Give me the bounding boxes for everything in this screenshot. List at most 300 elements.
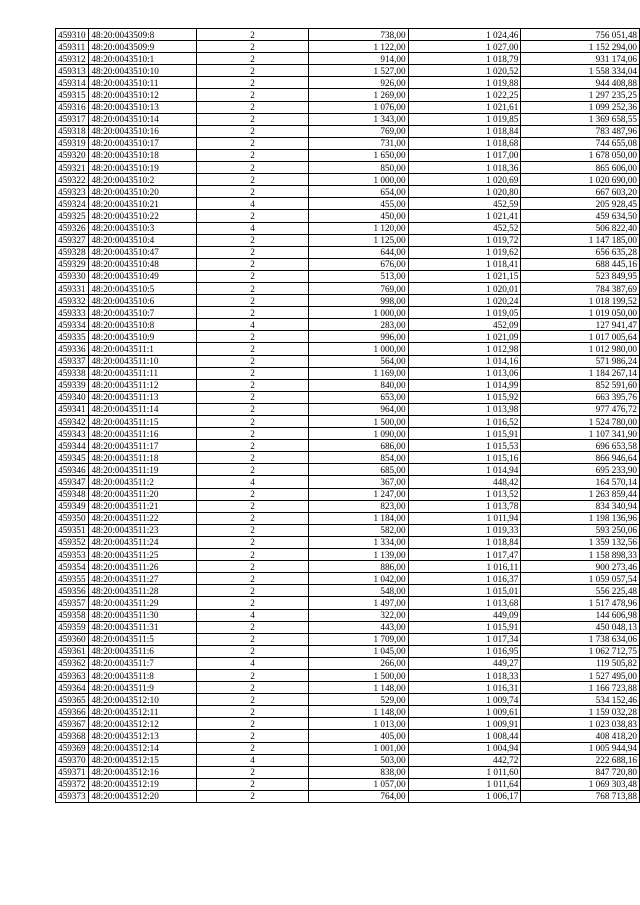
area-cell: 1 527,00 <box>309 65 408 77</box>
cadastral-value-cell: 866 946,64 <box>521 452 640 464</box>
cadastral-number-cell: 48:20:0043510:10 <box>89 65 196 77</box>
row-number-cell: 459322 <box>56 174 89 186</box>
row-number-cell: 459351 <box>56 524 89 536</box>
row-number-cell: 459325 <box>56 210 89 222</box>
cadastral-number-cell: 48:20:0043512:12 <box>89 718 196 730</box>
specific-value-cell: 1 008,44 <box>408 730 521 742</box>
area-cell: 1 139,00 <box>309 549 408 561</box>
area-cell: 1 057,00 <box>309 778 408 790</box>
cadastral-number-cell: 48:20:0043510:49 <box>89 270 196 282</box>
table-row <box>56 536 640 548</box>
specific-value-cell: 1 013,68 <box>408 597 521 609</box>
specific-value-cell: 1 018,41 <box>408 258 521 270</box>
cadastral-number-cell: 48:20:0043511:18 <box>89 452 196 464</box>
cadastral-value-cell: 1 020 690,00 <box>521 174 640 186</box>
cadastral-value-cell: 1 184 267,14 <box>521 367 640 379</box>
cadastral-value-cell: 205 928,45 <box>521 198 640 210</box>
row-number-cell: 459339 <box>56 379 89 391</box>
area-cell: 1 247,00 <box>309 488 408 500</box>
cadastral-number-cell: 48:20:0043511:10 <box>89 355 196 367</box>
row-number-cell: 459323 <box>56 186 89 198</box>
group-cell: 2 <box>196 500 309 512</box>
area-cell: 998,00 <box>309 295 408 307</box>
specific-value-cell: 1 014,94 <box>408 464 521 476</box>
cadastral-number-cell: 48:20:0043512:20 <box>89 790 196 802</box>
group-cell: 2 <box>196 307 309 319</box>
specific-value-cell: 1 014,16 <box>408 355 521 367</box>
cadastral-number-cell: 48:20:0043511:19 <box>89 464 196 476</box>
specific-value-cell: 1 015,53 <box>408 440 521 452</box>
group-cell: 2 <box>196 573 309 585</box>
table-row <box>56 766 640 778</box>
specific-value-cell: 1 021,09 <box>408 331 521 343</box>
group-cell: 2 <box>196 343 309 355</box>
specific-value-cell: 1 021,15 <box>408 270 521 282</box>
row-number-cell: 459364 <box>56 682 89 694</box>
cadastral-number-cell: 48:20:0043511:11 <box>89 367 196 379</box>
table-row <box>56 77 640 89</box>
group-cell: 2 <box>196 742 309 754</box>
area-cell: 1 120,00 <box>309 222 408 234</box>
group-cell: 2 <box>196 561 309 573</box>
specific-value-cell: 1 017,00 <box>408 149 521 161</box>
group-cell: 2 <box>196 682 309 694</box>
cadastral-value-cell: 977 476,72 <box>521 403 640 415</box>
table-row <box>56 331 640 343</box>
row-number-cell: 459319 <box>56 137 89 149</box>
table-row <box>56 89 640 101</box>
row-number-cell: 459324 <box>56 198 89 210</box>
table-row <box>56 597 640 609</box>
group-cell: 2 <box>196 464 309 476</box>
group-cell: 4 <box>196 222 309 234</box>
specific-value-cell: 1 020,01 <box>408 282 521 294</box>
table-row <box>56 694 640 706</box>
specific-value-cell: 1 013,52 <box>408 488 521 500</box>
cadastral-number-cell: 48:20:0043510:13 <box>89 101 196 113</box>
cadastral-number-cell: 48:20:0043511:21 <box>89 500 196 512</box>
cadastral-value-cell: 222 688,16 <box>521 754 640 766</box>
area-cell: 1 013,00 <box>309 718 408 730</box>
row-number-cell: 459359 <box>56 621 89 633</box>
row-number-cell: 459343 <box>56 428 89 440</box>
table-row <box>56 41 640 53</box>
row-number-cell: 459314 <box>56 77 89 89</box>
table-row <box>56 270 640 282</box>
table-row <box>56 186 640 198</box>
group-cell: 2 <box>196 270 309 282</box>
area-cell: 1 709,00 <box>309 633 408 645</box>
row-number-cell: 459341 <box>56 403 89 415</box>
row-number-cell: 459311 <box>56 41 89 53</box>
group-cell: 2 <box>196 597 309 609</box>
group-cell: 2 <box>196 77 309 89</box>
cadastral-value-cell: 1 524 780,00 <box>521 416 640 428</box>
table-row <box>56 669 640 681</box>
cadastral-value-cell: 931 174,06 <box>521 53 640 65</box>
cadastral-number-cell: 48:20:0043511:23 <box>89 524 196 536</box>
cadastral-value-cell: 1 018 199,52 <box>521 295 640 307</box>
table-row <box>56 53 640 65</box>
specific-value-cell: 1 027,00 <box>408 41 521 53</box>
cadastral-value-table <box>55 28 640 803</box>
area-cell: 840,00 <box>309 379 408 391</box>
row-number-cell: 459353 <box>56 549 89 561</box>
row-number-cell: 459345 <box>56 452 89 464</box>
cadastral-number-cell: 48:20:0043510:48 <box>89 258 196 270</box>
group-cell: 2 <box>196 186 309 198</box>
cadastral-value-cell: 127 941,47 <box>521 319 640 331</box>
area-cell: 926,00 <box>309 77 408 89</box>
group-cell: 2 <box>196 766 309 778</box>
group-cell: 2 <box>196 488 309 500</box>
specific-value-cell: 1 019,62 <box>408 246 521 258</box>
group-cell: 2 <box>196 258 309 270</box>
area-cell: 367,00 <box>309 476 408 488</box>
table-row <box>56 778 640 790</box>
cadastral-number-cell: 48:20:0043510:22 <box>89 210 196 222</box>
cadastral-number-cell: 48:20:0043511:31 <box>89 621 196 633</box>
area-cell: 1 000,00 <box>309 307 408 319</box>
group-cell: 2 <box>196 125 309 137</box>
table-row <box>56 452 640 464</box>
group-cell: 2 <box>196 621 309 633</box>
table-row <box>56 476 640 488</box>
cadastral-number-cell: 48:20:0043510:6 <box>89 295 196 307</box>
cadastral-value-cell: 506 822,40 <box>521 222 640 234</box>
row-number-cell: 459320 <box>56 149 89 161</box>
specific-value-cell: 448,42 <box>408 476 521 488</box>
row-number-cell: 459316 <box>56 101 89 113</box>
cadastral-number-cell: 48:20:0043511:16 <box>89 428 196 440</box>
row-number-cell: 459350 <box>56 512 89 524</box>
cadastral-number-cell: 48:20:0043511:27 <box>89 573 196 585</box>
cadastral-number-cell: 48:20:0043511:30 <box>89 609 196 621</box>
area-cell: 266,00 <box>309 657 408 669</box>
specific-value-cell: 452,09 <box>408 319 521 331</box>
row-number-cell: 459348 <box>56 488 89 500</box>
area-cell: 455,00 <box>309 198 408 210</box>
cadastral-number-cell: 48:20:0043510:17 <box>89 137 196 149</box>
cadastral-number-cell: 48:20:0043512:10 <box>89 694 196 706</box>
area-cell: 731,00 <box>309 137 408 149</box>
cadastral-value-cell: 1 107 341,90 <box>521 428 640 440</box>
area-cell: 1 500,00 <box>309 669 408 681</box>
specific-value-cell: 1 017,47 <box>408 549 521 561</box>
row-number-cell: 459328 <box>56 246 89 258</box>
group-cell: 2 <box>196 706 309 718</box>
area-cell: 769,00 <box>309 282 408 294</box>
table-row <box>56 403 640 415</box>
group-cell: 2 <box>196 174 309 186</box>
cadastral-value-cell: 834 340,94 <box>521 500 640 512</box>
row-number-cell: 459340 <box>56 391 89 403</box>
group-cell: 2 <box>196 694 309 706</box>
row-number-cell: 459368 <box>56 730 89 742</box>
area-cell: 850,00 <box>309 162 408 174</box>
group-cell: 4 <box>196 754 309 766</box>
cadastral-value-cell: 1 527 495,00 <box>521 669 640 681</box>
row-number-cell: 459336 <box>56 343 89 355</box>
table-row <box>56 500 640 512</box>
row-number-cell: 459367 <box>56 718 89 730</box>
area-cell: 529,00 <box>309 694 408 706</box>
cadastral-number-cell: 48:20:0043511:8 <box>89 669 196 681</box>
row-number-cell: 459310 <box>56 29 89 41</box>
area-cell: 1 001,00 <box>309 742 408 754</box>
row-number-cell: 459335 <box>56 331 89 343</box>
table-row <box>56 29 640 41</box>
cadastral-value-cell: 1 158 898,33 <box>521 549 640 561</box>
row-number-cell: 459313 <box>56 65 89 77</box>
table-row <box>56 65 640 77</box>
row-number-cell: 459360 <box>56 633 89 645</box>
table-row <box>56 307 640 319</box>
group-cell: 2 <box>196 210 309 222</box>
row-number-cell: 459365 <box>56 694 89 706</box>
cadastral-value-cell: 1 019 050,00 <box>521 307 640 319</box>
row-number-cell: 459371 <box>56 766 89 778</box>
area-cell: 1 343,00 <box>309 113 408 125</box>
cadastral-value-cell: 1 369 658,55 <box>521 113 640 125</box>
table-row <box>56 488 640 500</box>
cadastral-number-cell: 48:20:0043510:18 <box>89 149 196 161</box>
group-cell: 2 <box>196 29 309 41</box>
table-row <box>56 246 640 258</box>
area-cell: 405,00 <box>309 730 408 742</box>
specific-value-cell: 1 020,24 <box>408 295 521 307</box>
specific-value-cell: 1 021,41 <box>408 210 521 222</box>
cadastral-number-cell: 48:20:0043511:14 <box>89 403 196 415</box>
cadastral-value-cell: 1 012 980,00 <box>521 343 640 355</box>
table-row <box>56 609 640 621</box>
area-cell: 823,00 <box>309 500 408 512</box>
specific-value-cell: 1 018,33 <box>408 669 521 681</box>
group-cell: 2 <box>196 391 309 403</box>
area-cell: 1 090,00 <box>309 428 408 440</box>
area-cell: 1 122,00 <box>309 41 408 53</box>
cadastral-value-cell: 1 297 235,25 <box>521 89 640 101</box>
cadastral-value-cell: 119 505,82 <box>521 657 640 669</box>
table-row <box>56 621 640 633</box>
group-cell: 2 <box>196 246 309 258</box>
table-row <box>56 210 640 222</box>
cadastral-value-cell: 663 395,76 <box>521 391 640 403</box>
row-number-cell: 459362 <box>56 657 89 669</box>
specific-value-cell: 1 012,98 <box>408 343 521 355</box>
specific-value-cell: 1 013,98 <box>408 403 521 415</box>
table-row <box>56 162 640 174</box>
specific-value-cell: 1 015,91 <box>408 621 521 633</box>
cadastral-number-cell: 48:20:0043511:13 <box>89 391 196 403</box>
cadastral-value-cell: 1 198 136,96 <box>521 512 640 524</box>
specific-value-cell: 1 018,68 <box>408 137 521 149</box>
row-number-cell: 459363 <box>56 669 89 681</box>
specific-value-cell: 1 004,94 <box>408 742 521 754</box>
area-cell: 1 125,00 <box>309 234 408 246</box>
table-row <box>56 367 640 379</box>
table-row <box>56 319 640 331</box>
cadastral-number-cell: 48:20:0043511:22 <box>89 512 196 524</box>
table-row <box>56 343 640 355</box>
table-row <box>56 633 640 645</box>
area-cell: 914,00 <box>309 53 408 65</box>
table-row <box>56 234 640 246</box>
specific-value-cell: 1 015,01 <box>408 585 521 597</box>
area-cell: 1 269,00 <box>309 89 408 101</box>
row-number-cell: 459338 <box>56 367 89 379</box>
group-cell: 2 <box>196 149 309 161</box>
cadastral-number-cell: 48:20:0043509:9 <box>89 41 196 53</box>
group-cell: 2 <box>196 669 309 681</box>
cadastral-number-cell: 48:20:0043510:9 <box>89 331 196 343</box>
area-cell: 1 076,00 <box>309 101 408 113</box>
row-number-cell: 459346 <box>56 464 89 476</box>
cadastral-number-cell: 48:20:0043511:6 <box>89 645 196 657</box>
table-row <box>56 730 640 742</box>
cadastral-number-cell: 48:20:0043510:7 <box>89 307 196 319</box>
group-cell: 4 <box>196 609 309 621</box>
table-row <box>56 645 640 657</box>
area-cell: 513,00 <box>309 270 408 282</box>
table-row <box>56 512 640 524</box>
area-cell: 685,00 <box>309 464 408 476</box>
table-row <box>56 585 640 597</box>
table-row <box>56 282 640 294</box>
group-cell: 2 <box>196 549 309 561</box>
specific-value-cell: 1 015,16 <box>408 452 521 464</box>
cadastral-value-cell: 696 653,58 <box>521 440 640 452</box>
specific-value-cell: 1 018,36 <box>408 162 521 174</box>
cadastral-number-cell: 48:20:0043512:19 <box>89 778 196 790</box>
cadastral-number-cell: 48:20:0043512:11 <box>89 706 196 718</box>
cadastral-value-cell: 1 558 334,04 <box>521 65 640 77</box>
cadastral-value-cell: 1 147 185,00 <box>521 234 640 246</box>
cadastral-value-cell: 744 655,08 <box>521 137 640 149</box>
area-cell: 654,00 <box>309 186 408 198</box>
area-cell: 1 042,00 <box>309 573 408 585</box>
group-cell: 4 <box>196 319 309 331</box>
cadastral-value-cell: 783 487,96 <box>521 125 640 137</box>
row-number-cell: 459373 <box>56 790 89 802</box>
cadastral-value-cell: 852 591,60 <box>521 379 640 391</box>
specific-value-cell: 449,09 <box>408 609 521 621</box>
area-cell: 1 650,00 <box>309 149 408 161</box>
cadastral-value-cell: 556 225,48 <box>521 585 640 597</box>
table-row <box>56 561 640 573</box>
cadastral-number-cell: 48:20:0043511:25 <box>89 549 196 561</box>
specific-value-cell: 1 020,52 <box>408 65 521 77</box>
specific-value-cell: 1 013,78 <box>408 500 521 512</box>
specific-value-cell: 1 009,91 <box>408 718 521 730</box>
group-cell: 4 <box>196 476 309 488</box>
specific-value-cell: 1 018,84 <box>408 125 521 137</box>
specific-value-cell: 1 020,69 <box>408 174 521 186</box>
row-number-cell: 459355 <box>56 573 89 585</box>
cadastral-value-cell: 164 570,14 <box>521 476 640 488</box>
row-number-cell: 459326 <box>56 222 89 234</box>
specific-value-cell: 1 019,05 <box>408 307 521 319</box>
cadastral-value-cell: 667 603,20 <box>521 186 640 198</box>
cadastral-number-cell: 48:20:0043510:14 <box>89 113 196 125</box>
cadastral-value-cell: 944 408,88 <box>521 77 640 89</box>
table-row <box>56 137 640 149</box>
cadastral-number-cell: 48:20:0043511:20 <box>89 488 196 500</box>
row-number-cell: 459357 <box>56 597 89 609</box>
cadastral-value-cell: 695 233,90 <box>521 464 640 476</box>
cadastral-value-cell: 534 152,46 <box>521 694 640 706</box>
area-cell: 1 045,00 <box>309 645 408 657</box>
table-row <box>56 174 640 186</box>
row-number-cell: 459356 <box>56 585 89 597</box>
cadastral-value-cell: 144 606,98 <box>521 609 640 621</box>
cadastral-value-cell: 1 062 712,75 <box>521 645 640 657</box>
area-cell: 322,00 <box>309 609 408 621</box>
cadastral-number-cell: 48:20:0043511:15 <box>89 416 196 428</box>
cadastral-number-cell: 48:20:0043510:5 <box>89 282 196 294</box>
area-cell: 676,00 <box>309 258 408 270</box>
row-number-cell: 459369 <box>56 742 89 754</box>
cadastral-number-cell: 48:20:0043511:24 <box>89 536 196 548</box>
specific-value-cell: 452,59 <box>408 198 521 210</box>
cadastral-number-cell: 48:20:0043510:1 <box>89 53 196 65</box>
specific-value-cell: 1 006,17 <box>408 790 521 802</box>
table-row <box>56 258 640 270</box>
row-number-cell: 459332 <box>56 295 89 307</box>
group-cell: 2 <box>196 282 309 294</box>
cadastral-value-cell: 1 017 005,64 <box>521 331 640 343</box>
cadastral-value-cell: 1 152 294,00 <box>521 41 640 53</box>
cadastral-value-cell: 1 166 723,88 <box>521 682 640 694</box>
group-cell: 2 <box>196 585 309 597</box>
table-row <box>56 113 640 125</box>
specific-value-cell: 442,72 <box>408 754 521 766</box>
specific-value-cell: 1 018,84 <box>408 536 521 548</box>
table-row <box>56 198 640 210</box>
cadastral-value-cell: 900 273,46 <box>521 561 640 573</box>
group-cell: 2 <box>196 790 309 802</box>
group-cell: 2 <box>196 536 309 548</box>
area-cell: 854,00 <box>309 452 408 464</box>
cadastral-value-cell: 1 738 634,06 <box>521 633 640 645</box>
area-cell: 996,00 <box>309 331 408 343</box>
specific-value-cell: 1 019,88 <box>408 77 521 89</box>
cadastral-value-cell: 450 048,13 <box>521 621 640 633</box>
cadastral-number-cell: 48:20:0043511:7 <box>89 657 196 669</box>
area-cell: 1 000,00 <box>309 343 408 355</box>
cadastral-value-cell: 1 359 132,56 <box>521 536 640 548</box>
cadastral-value-cell: 523 849,95 <box>521 270 640 282</box>
group-cell: 2 <box>196 367 309 379</box>
table-row <box>56 790 640 802</box>
row-number-cell: 459333 <box>56 307 89 319</box>
row-number-cell: 459317 <box>56 113 89 125</box>
row-number-cell: 459315 <box>56 89 89 101</box>
area-cell: 964,00 <box>309 403 408 415</box>
cadastral-number-cell: 48:20:0043511:28 <box>89 585 196 597</box>
cadastral-number-cell: 48:20:0043511:9 <box>89 682 196 694</box>
area-cell: 1 500,00 <box>309 416 408 428</box>
cadastral-value-cell: 768 713,88 <box>521 790 640 802</box>
cadastral-value-cell: 784 387,69 <box>521 282 640 294</box>
cadastral-number-cell: 48:20:0043511:12 <box>89 379 196 391</box>
group-cell: 2 <box>196 379 309 391</box>
area-cell: 886,00 <box>309 561 408 573</box>
group-cell: 2 <box>196 89 309 101</box>
table-row <box>56 428 640 440</box>
row-number-cell: 459354 <box>56 561 89 573</box>
row-number-cell: 459344 <box>56 440 89 452</box>
